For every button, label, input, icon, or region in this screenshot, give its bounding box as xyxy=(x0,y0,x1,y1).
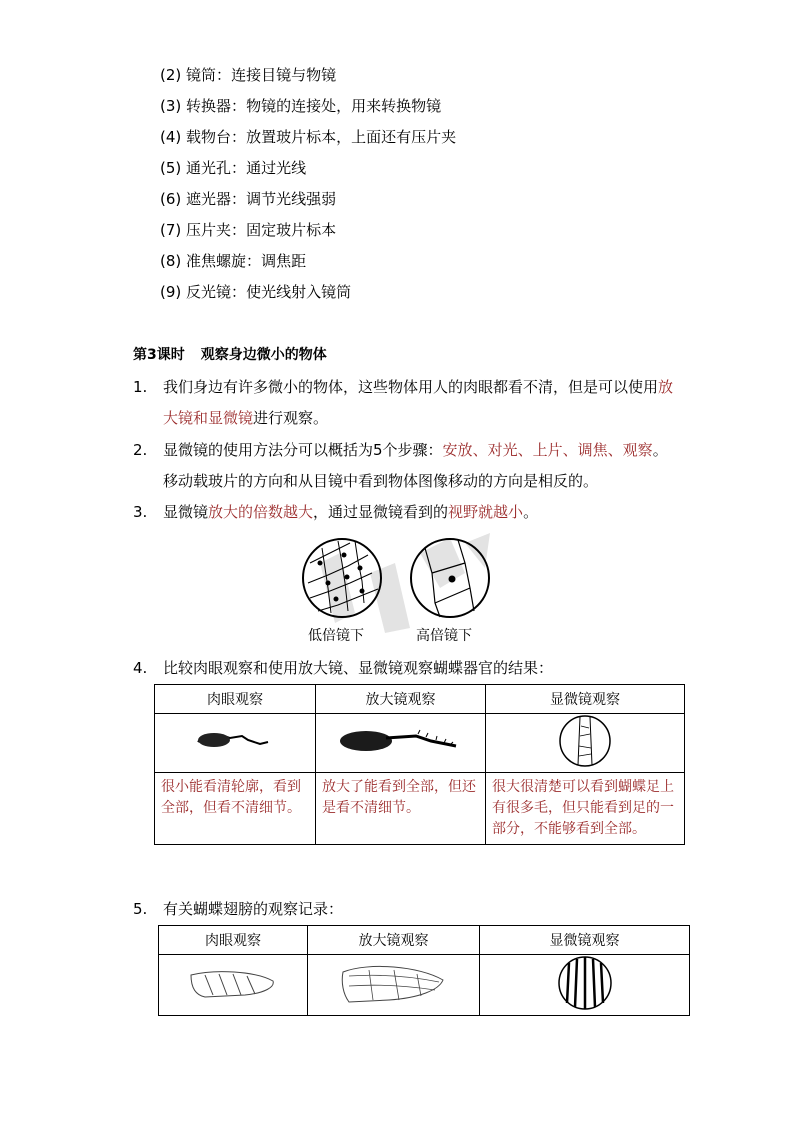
high-magnification-label: 高倍镜下 xyxy=(416,628,472,644)
cell-views-illustration xyxy=(300,533,494,645)
part-row: (3) 转换器：物镜的连接处，用来转换物镜 xyxy=(160,97,442,115)
microscope-description: 很大很清楚可以看到蝴蝶足上有很多毛，但只能看到足的一部分，不能够看到全部。 xyxy=(486,773,685,845)
part-row: (2) 镜筒：连接目镜与物镜 xyxy=(160,66,337,84)
table-header: 显微镜观察 xyxy=(486,685,685,714)
naked-eye-wing-image xyxy=(159,955,308,1016)
part-row: (9) 反光镜：使光线射入镜筒 xyxy=(160,283,352,301)
list-item-1: 1. 我们身边有许多微小的物体，这些物体用人的肉眼都看不清，但是可以使用放大镜和显微镜进行观察。 xyxy=(133,378,674,427)
naked-eye-leg-image xyxy=(155,714,316,773)
table-header: 肉眼观察 xyxy=(155,685,316,714)
table-header: 显微镜观察 xyxy=(480,926,690,955)
magnifier-description: 放大了能看到全部，但还是看不清细节。 xyxy=(316,773,486,845)
part-row: (8) 准焦螺旋：调焦距 xyxy=(160,252,307,270)
list-item-4: 4. 比较肉眼观察和使用放大镜、显微镜观察蝴蝶器官的结果： xyxy=(133,659,554,677)
butterfly-wing-observation-table xyxy=(158,925,690,1016)
magnifier-leg-image xyxy=(316,714,486,773)
part-row: (7) 压片夹：固定玻片标本 xyxy=(160,221,337,239)
table-header: 放大镜观察 xyxy=(316,685,486,714)
list-item-3: 3. 显微镜放大的倍数越大，通过显微镜看到的视野就越小。 xyxy=(133,503,539,521)
part-row: (6) 遮光器：调节光线强弱 xyxy=(160,190,337,208)
lesson-number: 第3课时 xyxy=(133,347,185,363)
microscope-field-figure xyxy=(300,533,494,645)
microscope-leg-image xyxy=(486,714,685,773)
lesson-heading xyxy=(133,344,327,364)
low-magnification-label: 低倍镜下 xyxy=(308,628,364,644)
lesson-title: 观察身边微小的物体 xyxy=(200,347,327,363)
table-header: 肉眼观察 xyxy=(159,926,308,955)
answer-text: 放大镜和显微镜 xyxy=(163,378,674,427)
part-row: (5) 通光孔：通过光线 xyxy=(160,159,307,177)
list-item-2: 2. 显微镜的使用方法分可以概括为5个步骤：安放、对光、上片、调焦、观察。移动载玻片的方向和从目镜中看到物体图像移动的方向是相反的。 xyxy=(133,441,668,490)
microscope-parts-list xyxy=(160,63,456,311)
list-item-5: 5. 有关蝴蝶翅膀的观察记录： xyxy=(133,900,344,918)
naked-eye-description: 很小能看清轮廓，看到全部，但看不清细节。 xyxy=(155,773,316,845)
table-header: 放大镜观察 xyxy=(308,926,480,955)
part-row: (4) 载物台：放置玻片标本，上面还有压片夹 xyxy=(160,128,457,146)
microscope-wing-image xyxy=(480,955,690,1016)
butterfly-leg-observation-table xyxy=(154,684,685,845)
magnifier-wing-image xyxy=(308,955,480,1016)
